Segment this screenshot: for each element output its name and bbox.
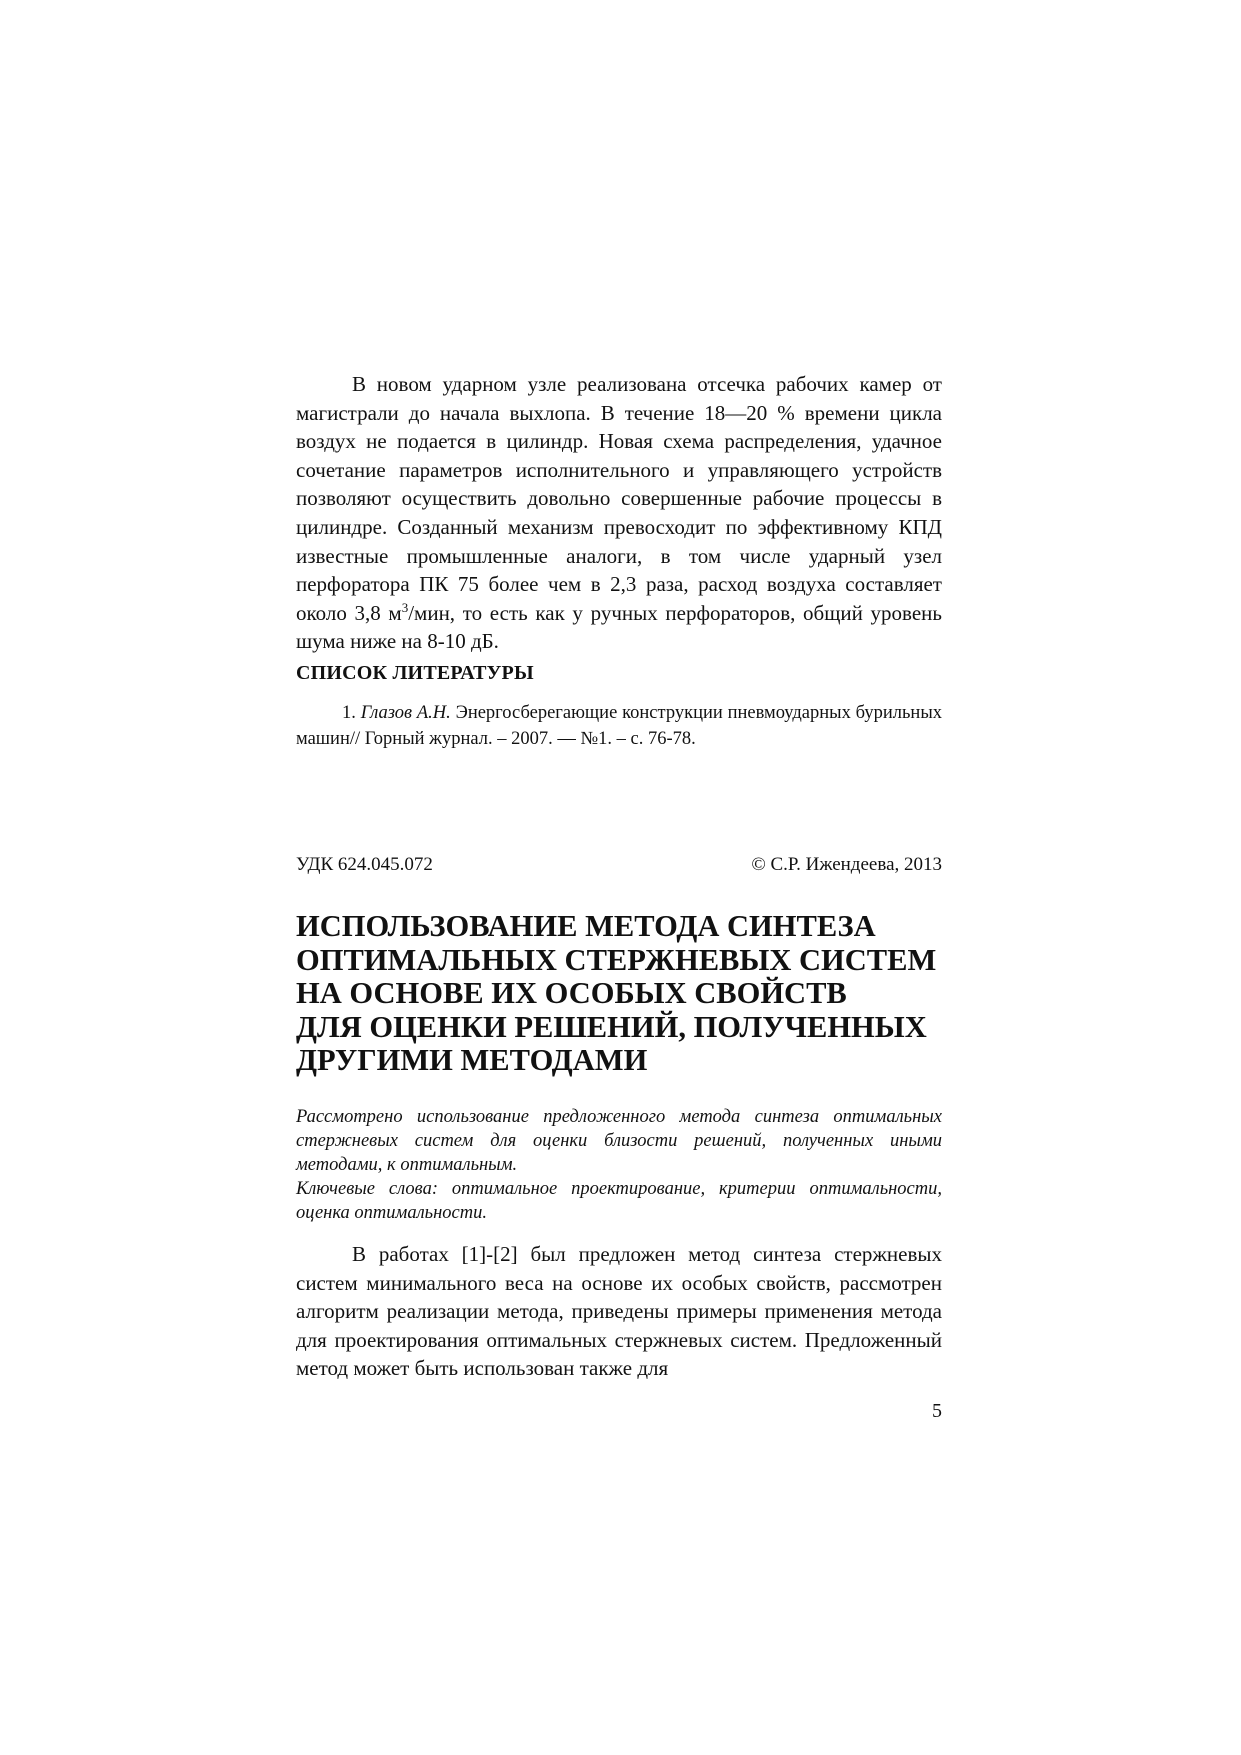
reference-item [296, 700, 942, 752]
references-heading: СПИСОК ЛИТЕРАТУРЫ [296, 662, 534, 684]
article-title [296, 910, 942, 1078]
title-line: ИСПОЛЬЗОВАНИЕ МЕТОДА СИНТЕЗА [296, 909, 876, 943]
page-number: 5 [932, 1400, 942, 1422]
keywords-text: Ключевые слова: оптимальное проектирование, критерии оптимальности, оценка оптимальности. [296, 1179, 942, 1223]
abstract-text: Рассмотрено использование предложенного метода синтеза оптимальных стержневых систем для оценки близости решений, полученных иными методами, к оптимальным. [296, 1107, 942, 1175]
reference-number: 1. [342, 703, 356, 723]
udc-code: УДК 624.045.072 [296, 854, 433, 875]
intro-paragraph [296, 370, 942, 656]
article-abstract [296, 1105, 942, 1225]
reference-text: Энергосберегающие конструкции пневмоударных бурильных машин// Горный журнал. – 2007. — №1. – с. 76-78. [296, 703, 942, 749]
title-line: ДЛЯ ОЦЕНКИ РЕШЕНИЙ, ПОЛУЧЕННЫХ [296, 1009, 927, 1044]
title-line: ДРУГИМИ МЕТОДАМИ [296, 1043, 648, 1077]
title-line: НА ОСНОВЕ ИХ ОСОБЫХ СВОЙСТВ [296, 976, 847, 1010]
copyright-notice: © С.Р. Ижендеева, 2013 [751, 854, 942, 875]
intro-paragraph-text: В новом ударном узле реализована отсечка рабочих камер от магистрали до начала выхлопа. В течение 18—20 % времени цикла воздух не подается в цилиндр. Новая схема распределения, удачное сочетание параметров исполнительного и управляющего устройств позволяют осуществить довольно совершенные рабочие процессы в цилиндре. Созданный механизм превосходит по эффективному КПД известные промышленные аналоги, в том числе ударный узел перфоратора ПК 75 более чем в 2,3 раза, расход воздуха составляет около 3,8 м [296, 372, 942, 625]
article-meta-row [296, 854, 942, 876]
body-paragraph: В работах [1]-[2] был предложен метод синтеза стержневых систем минимального веса на основе их особых свойств, рассмотрен алгоритм реализации метода, приведены примеры применения метода для проектирования оптимальных стержневых систем. Предложенный метод может быть использован также для [296, 1242, 942, 1381]
intro-paragraph-tail: /мин, то есть как у ручных перфораторов, общий уровень шума ниже на 8-10 дБ. [296, 600, 942, 654]
reference-author: Глазов А.Н. [360, 703, 451, 723]
title-line: ОПТИМАЛЬНЫХ СТЕРЖНЕВЫХ СИСТЕМ [296, 942, 937, 977]
superscript-exponent: 3 [401, 599, 409, 615]
